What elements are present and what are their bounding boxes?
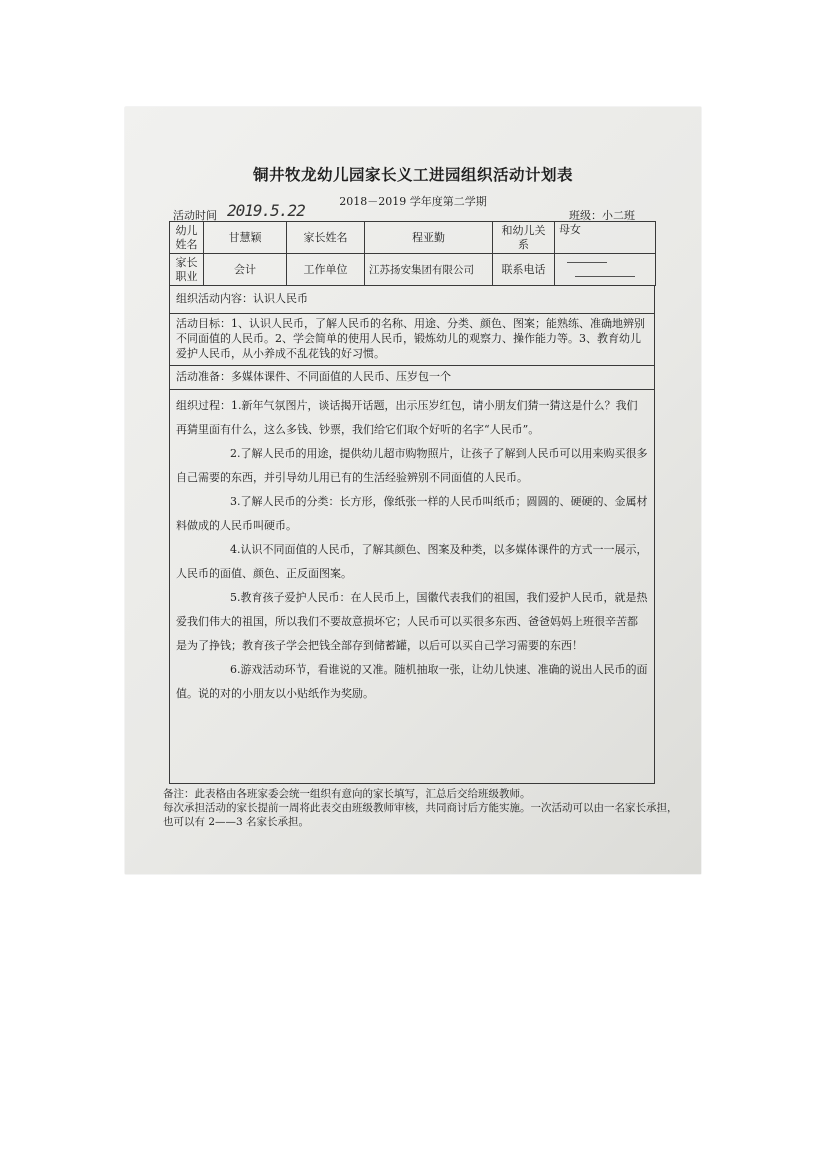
child-name: 甘慧颖 xyxy=(204,222,287,254)
table-row xyxy=(170,254,656,286)
class-label: 班级：小二班 xyxy=(569,209,635,222)
form-subtitle: 2018－2019 学年度第二学期 xyxy=(339,195,487,208)
info-table xyxy=(169,221,656,286)
activity-prep: 活动准备：多媒体课件、不同面值的人民币、压岁包一个 xyxy=(169,366,655,390)
job-value: 会计 xyxy=(204,254,287,286)
relation-value: 母女 xyxy=(555,222,656,254)
process-step: 2.了解人民币的用途，提供幼儿超市购物照片，让孩子了解到人民币可以用来购买很多自己需要的东西，并引导幼儿用已有的生活经验辨别不同面值的人民币。 xyxy=(176,447,648,484)
form-title: 铜井牧龙幼儿园家长义工进园组织活动计划表 xyxy=(252,165,573,184)
footer-note: 每次承担活动的家长提前一周将此表交由班级教师审核，共同商讨后方能实施。一次活动可以由一名家长承担，也可以有 2——3 名家长承担。 xyxy=(163,802,678,828)
process-step: 5.教育孩子爱护人民币：在人民币上，国徽代表我们的祖国，我们爱护人民币，就是热爱我们伟大的祖国，所以我们不要故意损坏它；人民币可以买很多东西、爸爸妈妈上班很辛苦都是为了挣钱；教育孩子学会把钱全部存到储蓄罐，以后可以买自己学习需要的东西！ xyxy=(176,591,648,652)
process-step: 6.游戏活动环节，看谁说的又准。随机抽取一张，让幼儿快速、准确的说出人民币的面值。说的对的小朋友以小贴纸作为奖励。 xyxy=(176,663,648,700)
job-label: 家长职业 xyxy=(170,254,204,286)
activity-goals: 活动目标：1、认识人民币，了解人民币的名称、用途、分类、颜色、图案；能熟练、准确地辨别不同面值的人民币。2、学会简单的使用人民币，锻炼幼儿的观察力、操作能力等。3、教育幼儿爱护人民币，从小养成不乱花钱的好习惯。 xyxy=(169,314,655,366)
workplace-label: 工作单位 xyxy=(287,254,365,286)
activity-time-label: 活动时间 xyxy=(173,209,217,222)
parent-name-label: 家长姓名 xyxy=(287,222,365,254)
footer-notes xyxy=(163,787,683,829)
relation-label: 和幼儿关系 xyxy=(493,222,555,254)
process-step: 组织过程：1.新年气氛图片，谈话揭开话题，出示压岁红包，请小朋友们猜一猜这是什么？我们再猜里面有什么，这么多钱、钞票，我们给它们取个好听的名字“人民币”。 xyxy=(176,399,638,436)
phone-redacted xyxy=(555,254,656,286)
phone-label: 联系电话 xyxy=(493,254,555,286)
footer-note: 备注：此表格由各班家委会统一组织有意向的家长填写，汇总后交给班级教师。 xyxy=(163,788,531,800)
table-row xyxy=(170,222,656,254)
activity-content: 组织活动内容：认识人民币 xyxy=(169,286,655,314)
process-step: 4.认识不同面值的人民币，了解其颜色、图案及种类，以多媒体课件的方式一一展示，人民币的面值、颜色、正反面图案。 xyxy=(176,543,648,580)
parent-name: 程亚勤 xyxy=(365,222,493,254)
activity-process xyxy=(169,390,655,784)
child-name-label: 幼儿姓名 xyxy=(170,222,204,254)
process-step: 3.了解人民币的分类：长方形，像纸张一样的人民币叫纸币；圆圆的、硬硬的、金属材料做成的人民币叫硬币。 xyxy=(176,495,648,532)
form-paper xyxy=(125,107,701,874)
activity-time-value: 2019.5.22 xyxy=(227,201,305,220)
workplace-value: 江苏扬安集团有限公司 xyxy=(365,254,493,286)
